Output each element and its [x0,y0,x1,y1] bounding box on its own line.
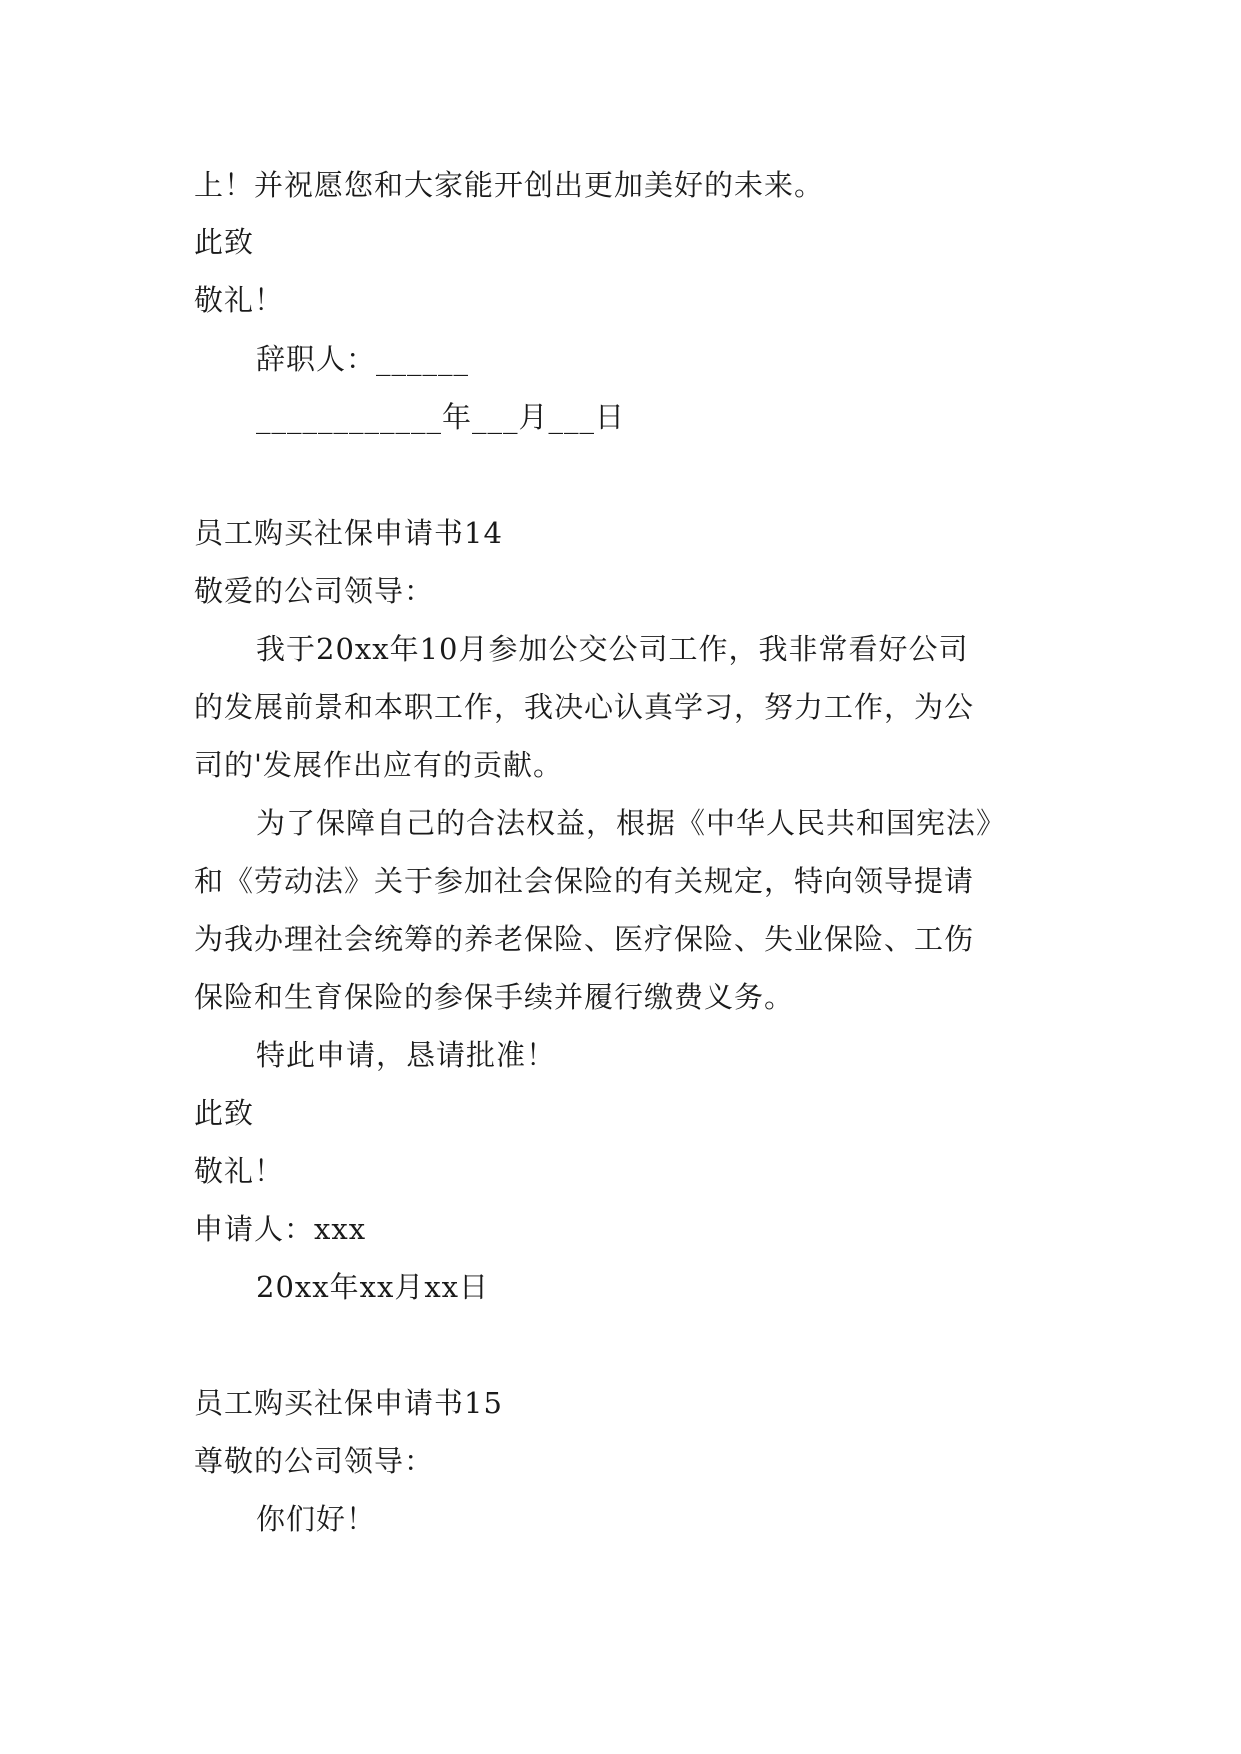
paragraph-line: 我于20xx年10月参加公交公司工作，我非常看好公司 [256,632,969,666]
resign-date-line: ____________年___月___日 [256,400,626,434]
paragraph-line: 为我办理社会统筹的养老保险、医疗保险、失业保险、工伤 [194,922,975,956]
resigner-signature-line: 辞职人：______ [256,342,470,376]
paragraph-line: 司的'发展作出应有的贡献。 [194,748,563,782]
section-title-14: 员工购买社保申请书14 [194,516,503,550]
date-line: 20xx年xx月xx日 [256,1270,490,1304]
applicant-line: 申请人：xxx [194,1212,367,1246]
paragraph-line: 的发展前景和本职工作，我决心认真学习，努力工作，为公 [194,690,975,724]
salutation: 尊敬的公司领导： [194,1444,435,1478]
paragraph-line: 保险和生育保险的参保手续并履行缴费义务。 [194,980,795,1014]
closing-cizhi: 此致 [194,225,255,259]
paragraph-line: 和《劳动法》关于参加社会保险的有关规定，特向领导提请 [194,864,975,898]
letter-closing-wish: 上！并祝愿您和大家能开创出更加美好的未来。 [194,168,825,202]
request-approval-line: 特此申请，恳请批准！ [256,1038,557,1072]
salutation: 敬爱的公司领导： [194,574,435,608]
closing-cizhi: 此致 [194,1096,255,1130]
closing-jingli: 敬礼！ [194,1154,285,1188]
paragraph-line: 为了保障自己的合法权益，根据《中华人民共和国宪法》 [256,806,1007,840]
section-title-15: 员工购买社保申请书15 [194,1386,503,1420]
closing-jingli: 敬礼！ [194,283,285,317]
greeting-line: 你们好！ [256,1502,377,1536]
